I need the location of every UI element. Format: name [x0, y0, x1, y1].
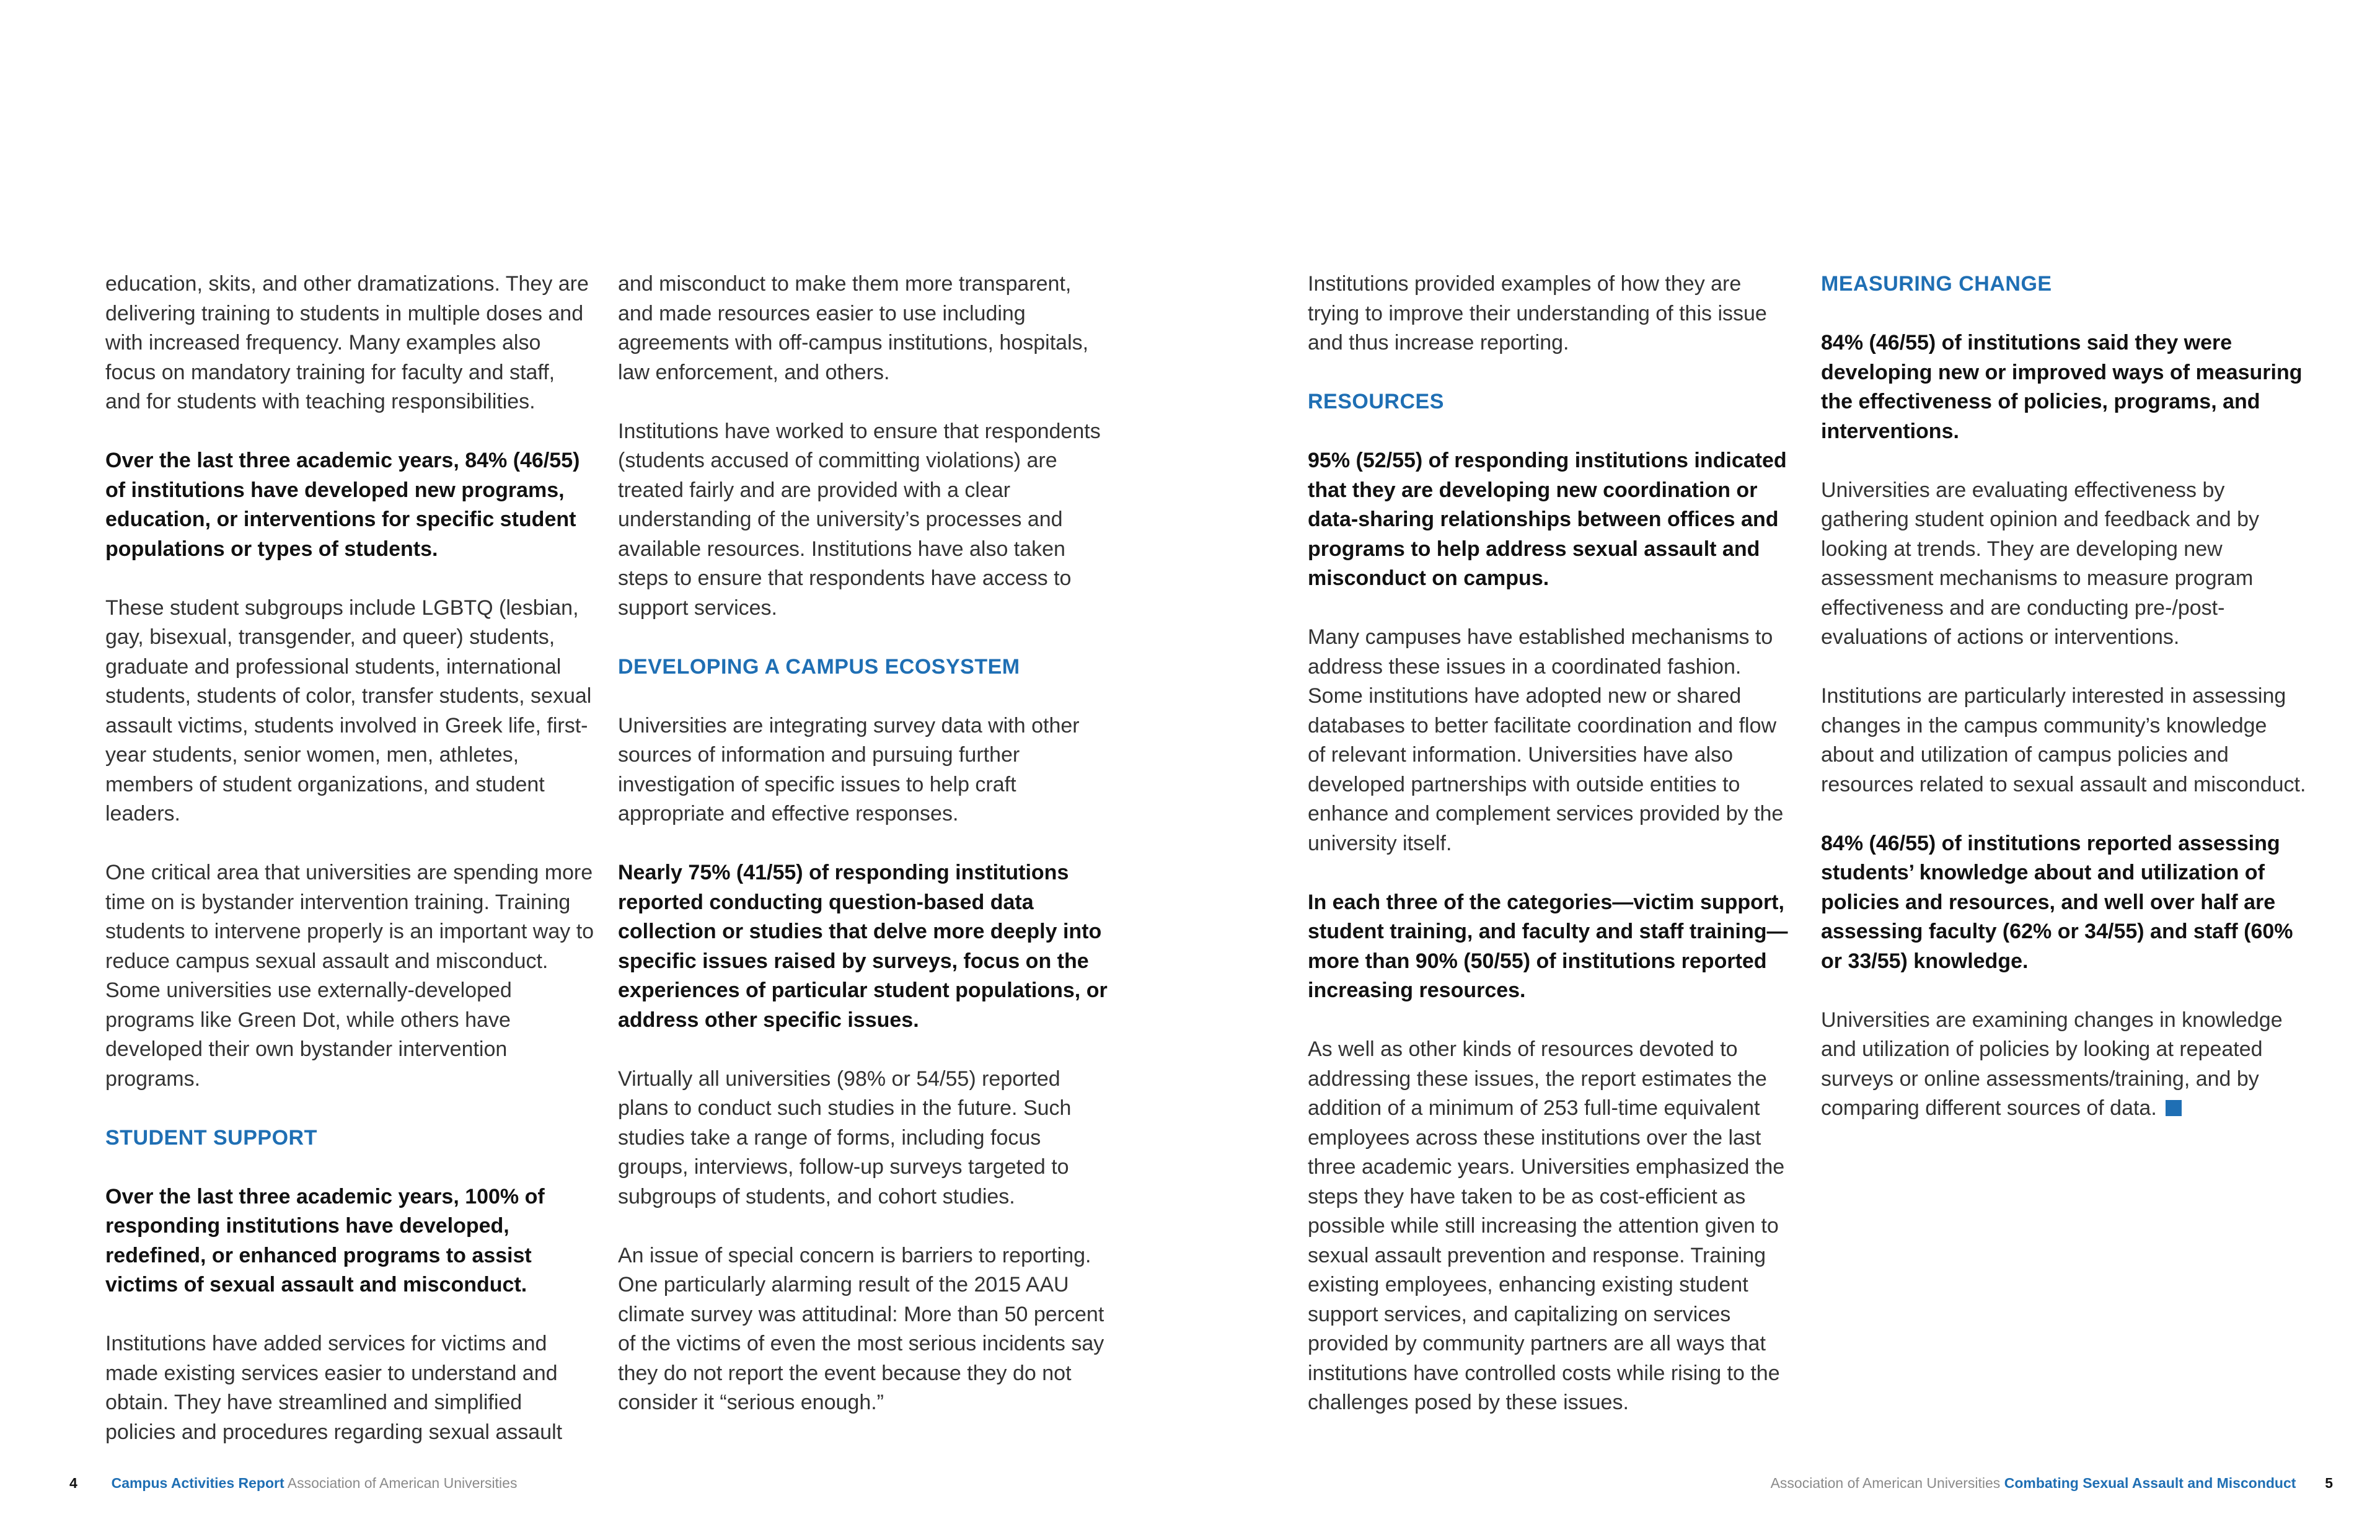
body-paragraph [618, 711, 1108, 829]
paragraph-text: As well as other kinds of resources devoted to addressing these issues, the report estimates the addition of a minimum of 253 full-time equivalent employees across these institutions over the last three academic years. Universities emphasized the steps they have taken to be as cost-efficient as possible while still increasing the attention given to sexual assault prevention and response. Training existing employees, enhancing existing student support services, and capitalizing on services provided by community partners are all ways that institutions have controlled costs while rising to the challenges posed by these issues. [1308, 1037, 1785, 1414]
paragraph-text: Over the last three academic years, 100% of responding institutions have developed, redefined, or enhanced programs to assist victims of sexual assault and misconduct. [105, 1184, 545, 1296]
footer-right-org: Association of American Universities [1770, 1475, 2001, 1491]
paragraph-text: 95% (52/55) of responding institutions indicated that they are developing new coordination or data-sharing relationships between offices and programs to help address sexual assault and misconduct on campus. [1308, 449, 1787, 590]
paragraph-text: Universities are evaluating effectiveness by gathering student opinion and feedback and by looking at trends. They are developing new assessment mechanisms to measure program effectiveness and are conducting pre-/post-evaluations of actions or interventions. [1821, 478, 2259, 649]
paragraph-text: Institutions provided examples of how they are trying to improve their understanding of this issue and thus increase reporting. [1308, 272, 1767, 354]
key-finding-paragraph [105, 446, 595, 564]
body-paragraph [618, 270, 1108, 387]
body-paragraph [105, 270, 595, 417]
paragraph-text: Institutions have added services for victims and made existing services easier to understand and obtain. They have streamlined and simplified policies and procedures regarding sexual assault [105, 1332, 563, 1444]
paragraph-text: MEASURING CHANGE [1821, 272, 2052, 296]
column-4 [1821, 270, 2317, 1153]
body-paragraph [618, 1065, 1108, 1212]
footer-left-title: Campus Activities Report [111, 1475, 284, 1491]
paragraph-text: Nearly 75% (41/55) of responding institutions reported conducting question-based data collection or studies that delve more deeply into specific issues raised by surveys, focus on the experiences of particular student populations, or address other specific issues. [618, 861, 1108, 1032]
paragraph-text: RESOURCES [1308, 390, 1444, 413]
paragraph-text: education, skits, and other dramatizations. They are delivering training to students in multiple doses and with increased frequency. Many examples also focus on mandatory training for faculty and staff, and for students with teaching responsibilities. [105, 272, 589, 413]
paragraph-text: 84% (46/55) of institutions reported assessing students’ knowledge about and utilization of policies and resources, and well over half are assessing faculty (62% or 34/55) and staff (60% or 33/55) knowledge. [1821, 831, 2293, 973]
body-paragraph [105, 594, 595, 829]
key-finding-paragraph [1821, 328, 2317, 446]
paragraph-text: Over the last three academic years, 84% (46/55) of institutions have developed new programs, education, or interventions for specific student populations or types of students. [105, 449, 580, 561]
key-finding-paragraph [1821, 829, 2317, 977]
paragraph-text: 84% (46/55) of institutions said they were developing new or improved ways of measuring the effectiveness of policies, programs, and interventions. [1821, 331, 2303, 443]
key-finding-paragraph [1308, 446, 1797, 594]
paragraph-text: These student subgroups include LGBTQ (lesbian, gay, bisexual, transgender, and queer) students, graduate and professional students, international students, students of color, transfer students, sexual assault victims, students involved in Greek life, first-year students, senior women, men, athletes, members of student organizations, and student leaders. [105, 596, 592, 825]
footer-left-org: Association of American Universities [287, 1475, 518, 1491]
key-finding-paragraph [618, 858, 1108, 1035]
body-paragraph [1821, 1006, 2317, 1124]
paragraph-text: Institutions have worked to ensure that respondents (students accused of committing violations) are treated fairly and are provided with a clear understanding of the university’s processes and available resources. Institutions have also taken steps to ensure that respondents have access to support services. [618, 419, 1101, 620]
body-paragraph [618, 417, 1108, 623]
section-heading [1821, 270, 2317, 299]
column-3 [1308, 270, 1797, 1447]
paragraph-text: and misconduct to make them more transparent, and made resources easier to use including agreements with off-campus institutions, hospitals, law enforcement, and others. [618, 272, 1089, 384]
page-number-right: 5 [2325, 1475, 2333, 1491]
body-paragraph [1821, 476, 2317, 653]
paragraph-text: Universities are integrating survey data with other sources of information and pursuing further investigation of specific issues to help craft appropriate and effective responses. [618, 713, 1080, 825]
column-2 [618, 270, 1108, 1447]
key-finding-paragraph [1308, 888, 1797, 1006]
body-paragraph [1308, 623, 1797, 858]
body-paragraph [105, 1329, 595, 1447]
body-paragraph [1821, 682, 2317, 799]
section-heading [105, 1124, 595, 1153]
section-heading [618, 653, 1108, 682]
footer-right [1771, 1474, 2333, 1492]
paragraph-text: Many campuses have established mechanisms to address these issues in a coordinated fashion. Some institutions have adopted new or shared databases to better facilitate coordination and flow of relevant information. Universities have also developed partnerships with outside entities to enhance and complement services provided by the university itself. [1308, 625, 1784, 855]
key-finding-paragraph [105, 1182, 595, 1300]
body-paragraph [105, 858, 595, 1094]
section-heading [1308, 387, 1797, 417]
end-mark-icon [2166, 1100, 2182, 1116]
footer-right-title: Combating Sexual Assault and Misconduct [2004, 1475, 2296, 1491]
paragraph-text: Virtually all universities (98% or 54/55) reported plans to conduct such studies in the future. Such studies take a range of forms, including focus groups, interviews, follow-up surveys targeted to subgroups of students, and cohort studies. [618, 1067, 1072, 1208]
body-paragraph [618, 1241, 1108, 1418]
paragraph-text: Universities are examining changes in knowledge and utilization of policies by looking at repeated surveys or online assessments/training, and by comparing different sources of data. [1821, 1008, 2283, 1120]
paragraph-text: In each three of the categories—victim support, student training, and faculty and staff training—more than 90% (50/55) of institutions reported increasing resources. [1308, 890, 1788, 1002]
paragraph-text: One critical area that universities are spending more time on is bystander intervention training. Training students to intervene properly is an important way to reduce campus sexual assault and misconduct. Some universities use externally-developed programs like Green Dot, while others have developed their own bystander intervention programs. [105, 861, 594, 1091]
page-number-left: 4 [69, 1475, 77, 1491]
paragraph-text: Institutions are particularly interested in assessing changes in the campus community’s knowledge about and utilization of campus policies and resources related to sexual assault and misconduct. [1821, 684, 2306, 796]
body-paragraph [1308, 1035, 1797, 1418]
paragraph-text: STUDENT SUPPORT [105, 1125, 317, 1150]
footer-left [69, 1474, 517, 1492]
paragraph-text: DEVELOPING A CAMPUS ECOSYSTEM [618, 654, 1020, 679]
body-paragraph [1308, 270, 1797, 358]
column-1 [105, 270, 595, 1477]
paragraph-text: An issue of special concern is barriers to reporting. One particularly alarming result of the 2015 AAU climate survey was attitudinal: More than 50 percent of the victims of even the most serious incidents say they do not report the event because they do not consider it “serious enough.” [618, 1243, 1104, 1414]
